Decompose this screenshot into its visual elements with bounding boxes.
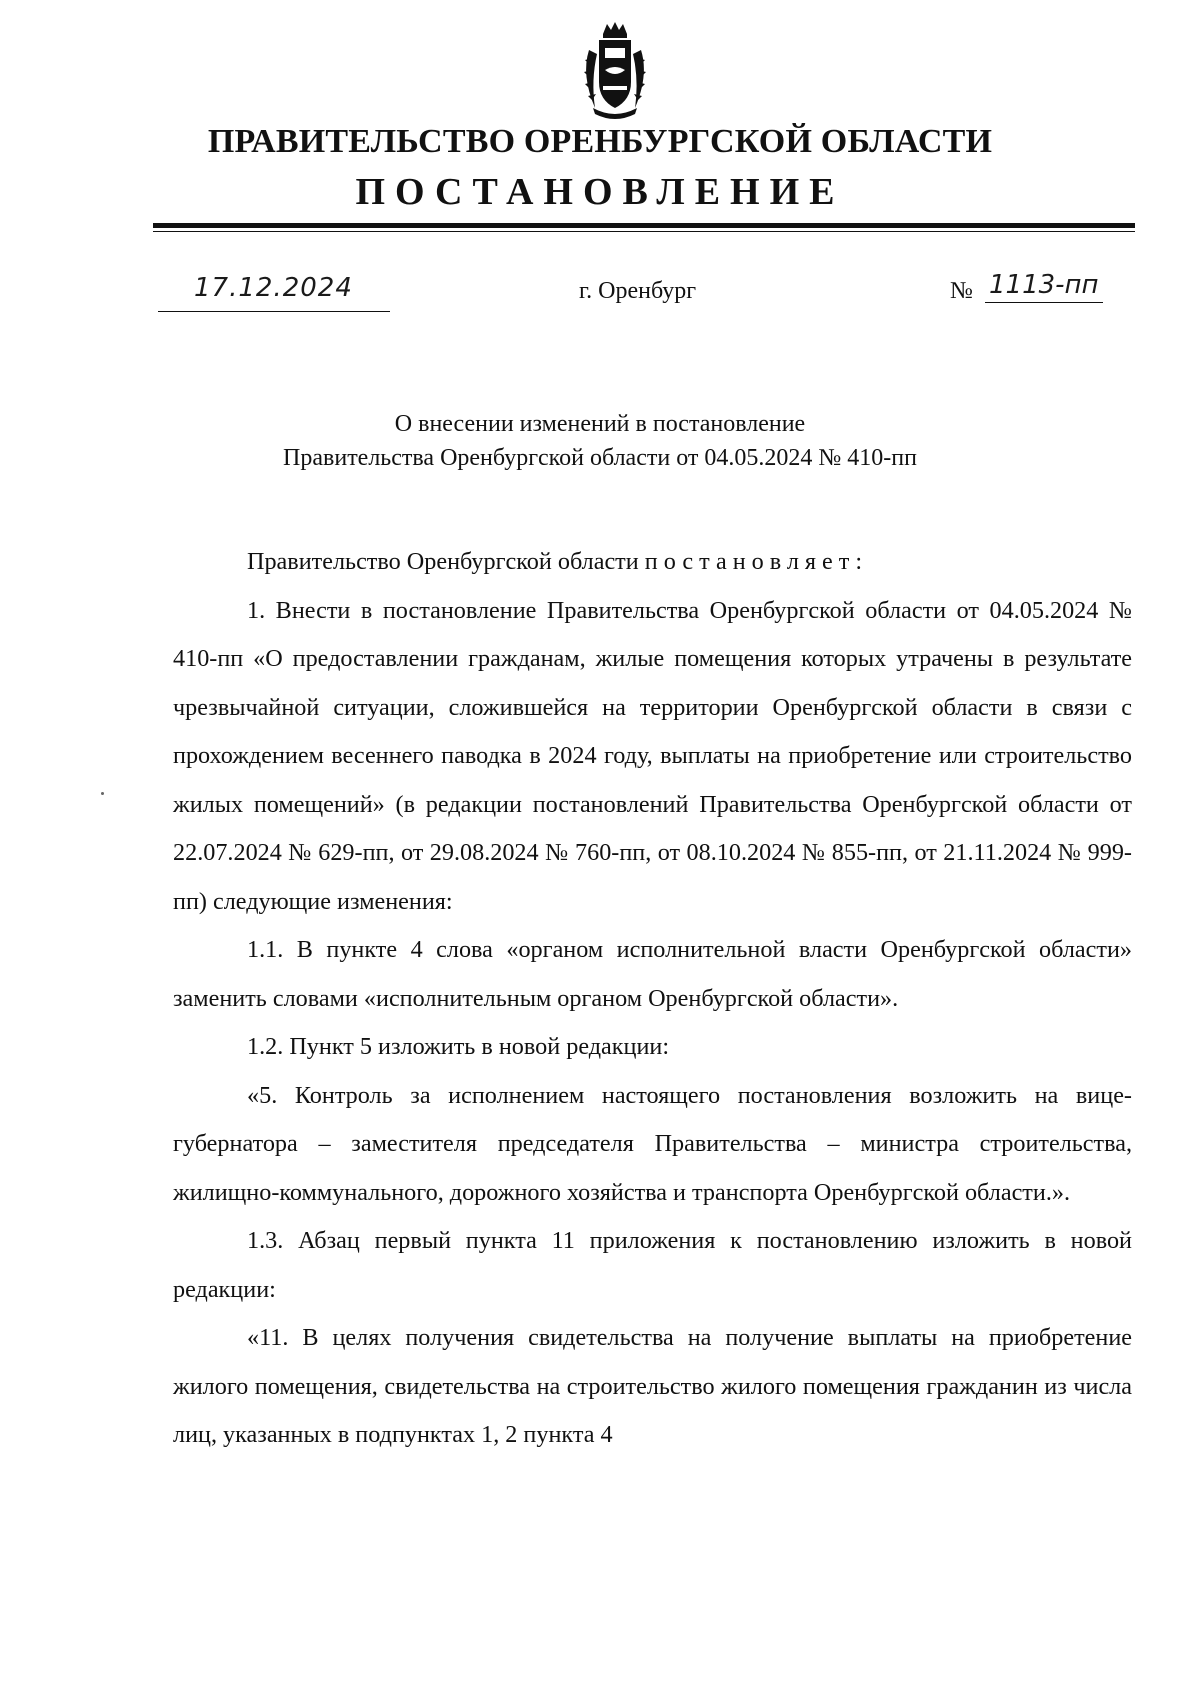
document-subject — [0, 407, 1200, 475]
scan-speck — [101, 792, 104, 795]
date-field — [158, 273, 390, 312]
intro-paragraph — [173, 538, 1132, 587]
header-rule-thin — [153, 231, 1135, 232]
handwritten-date: 17.12.2024 — [194, 273, 353, 303]
paragraph-1-1: 1.1. В пункте 4 слова «органом исполнительной власти Оренбургской области» заменить словами «исполнительным органом Оренбургской области». — [173, 936, 1132, 1012]
paragraph-new-11: «11. В целях получения свидетельства на получение выплаты на приобретение жилого помещения, свидетельства на строительство жилого помещения гражданин из числа лиц, указанных в подпунктах 1, 2 пункта 4 — [173, 1324, 1132, 1448]
government-title: ПРАВИТЕЛЬСТВО ОРЕНБУРГСКОЙ ОБЛАСТИ — [207, 123, 993, 160]
subject-line-2: Правительства Оренбургской области от 04.05.2024 № 410-пп — [283, 445, 917, 471]
city: г. Оренбург — [579, 278, 697, 304]
intro-prefix: Правительство Оренбургской области — [247, 548, 639, 575]
handwritten-number: 1113-пп — [985, 270, 1103, 303]
document-type: ПОСТАНОВЛЕНИЕ — [355, 171, 845, 213]
paragraph-1-3: 1.3. Абзац первый пункта 11 приложения к постановлению изложить в новой редакции: — [173, 1227, 1132, 1303]
orenburg-coat-of-arms-icon — [575, 20, 655, 120]
document-body — [173, 538, 1132, 1460]
paragraph-new-5: «5. Контроль за исполнением настоящего постановления возложить на вице-губернатора – заместителя председателя Правительства – министра строительства, жилищно-коммунального, дорожного хозяйства и транспорта Оренбургской области.». — [173, 1081, 1132, 1206]
subject-line-1: О внесении изменений в постановление — [394, 411, 806, 437]
paragraph-1-2: 1.2. Пункт 5 изложить в новой редакции: — [247, 1033, 670, 1060]
number-label: № — [950, 278, 973, 304]
paragraph-1: 1. Внести в постановление Правительства Оренбургской области от 04.05.2024 № 410-пп «О предоставлении гражданам, жилые помещения которых утрачены в результате чрезвычайной ситуации, сложившейся на территории Оренбургской области в связи с прохождением весеннего паводка в 2024 году, выплаты на приобретение или строительство жилых помещений» (в редакции постановлений Правительства Оренбургской области от 22.07.2024 № 629-пп, от 29.08.2024 № 760-пп, от 08.10.2024 № 855-пп, от 21.11.2024 № 999-пп) следующие изменения: — [173, 596, 1132, 915]
header-rule-thick — [153, 223, 1135, 228]
intro-verb: постановляет: — [644, 548, 869, 575]
